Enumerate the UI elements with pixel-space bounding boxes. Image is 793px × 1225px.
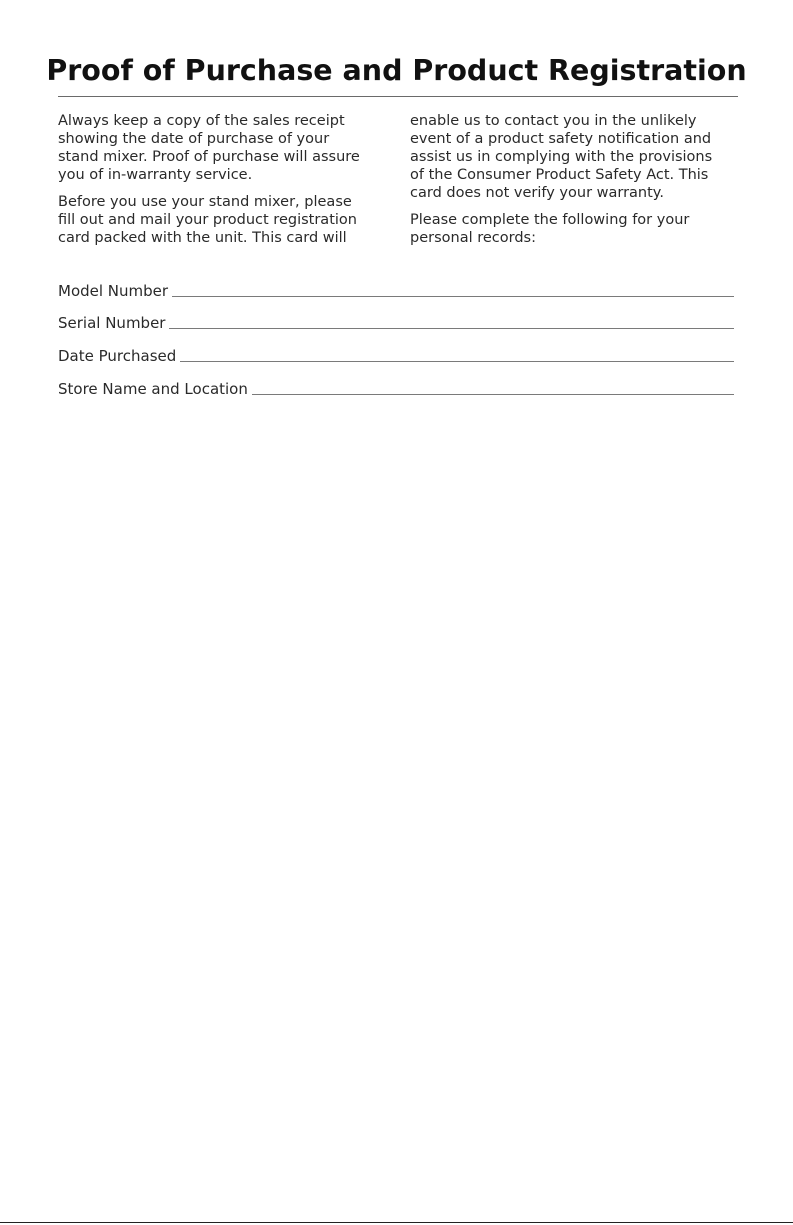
page-title: Proof of Purchase and Product Registration	[46, 54, 747, 87]
paragraph-receipt	[58, 112, 380, 184]
paragraph-line: enable us to contact you in the unlikely	[410, 113, 697, 129]
store-name-location-row	[58, 376, 734, 398]
date-purchased-field[interactable]	[180, 361, 734, 362]
paragraph-line: Always keep a copy of the sales receipt	[58, 113, 345, 129]
date-purchased-row	[58, 343, 734, 365]
left-column	[58, 112, 380, 256]
store-name-location-label: Store Name and Location	[58, 380, 248, 398]
serial-number-row	[58, 310, 734, 332]
paragraph-line: personal records:	[410, 230, 536, 246]
paragraph-line: Before you use your stand mixer, please	[58, 194, 352, 210]
model-number-row	[58, 278, 734, 300]
paragraph-line: showing the date of purchase of your	[58, 131, 330, 147]
title-divider	[58, 96, 738, 97]
paragraph-line: stand mixer. Proof of purchase will assure	[58, 149, 360, 165]
paragraph-line: event of a product safety notification and	[410, 131, 712, 147]
right-column	[410, 112, 740, 256]
paragraph-registration	[58, 193, 380, 247]
model-number-field[interactable]	[172, 296, 734, 297]
paragraph-line: of the Consumer Product Safety Act. This	[410, 167, 709, 183]
paragraph-safety	[410, 112, 740, 202]
paragraph-line: you of in-warranty service.	[58, 167, 253, 183]
page-bottom-rule	[0, 1222, 793, 1223]
date-purchased-label: Date Purchased	[58, 347, 177, 365]
serial-number-field[interactable]	[169, 328, 734, 329]
store-name-location-field[interactable]	[252, 394, 734, 395]
paragraph-line: card packed with the unit. This card will	[58, 230, 347, 246]
paragraph-line: Please complete the following for your	[410, 212, 690, 228]
paragraph-records	[410, 211, 740, 247]
serial-number-label: Serial Number	[58, 314, 166, 332]
paragraph-line: card does not verify your warranty.	[410, 185, 664, 201]
model-number-label: Model Number	[58, 282, 169, 300]
paragraph-line: fill out and mail your product registration	[58, 212, 357, 228]
paragraph-line: assist us in complying with the provisions	[410, 149, 713, 165]
